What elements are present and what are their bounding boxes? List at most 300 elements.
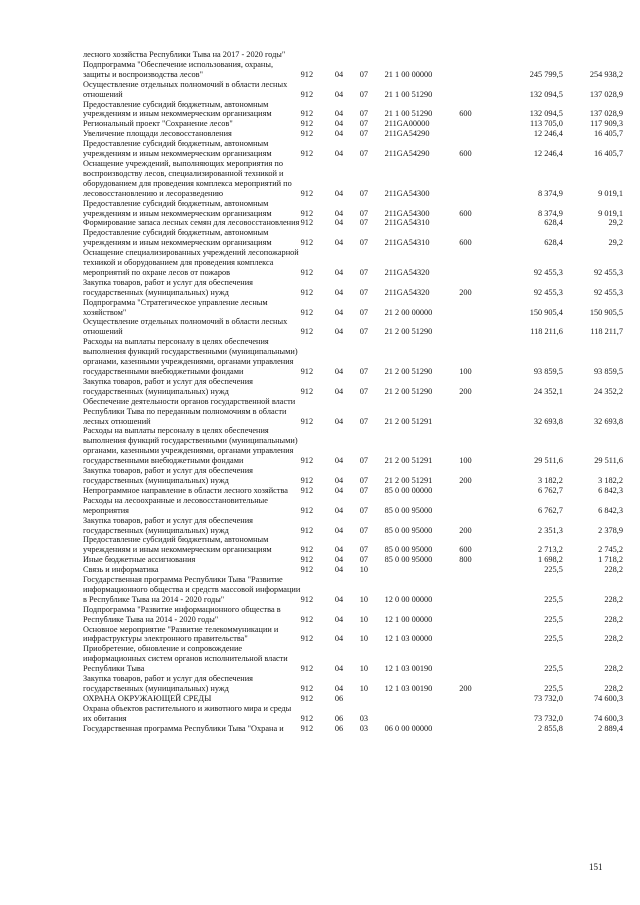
ministry-code: 912	[300, 307, 314, 317]
subsection-code: 07	[359, 129, 369, 139]
amount-year-2: 16 405,7	[593, 149, 623, 159]
amount-year-1: 73 732,0	[533, 693, 563, 703]
target-article-code: 211GA54320	[384, 267, 430, 277]
budget-item-name: Осуществление отдельных полномочий в области лесных отношений	[83, 317, 288, 337]
subsection-code: 03	[359, 723, 369, 733]
target-article-code: 12 1 03 00190	[384, 664, 433, 674]
subsection-code	[360, 694, 385, 704]
budget-item-name: Расходы на лесоохранные и лесовосстановительные мероприятия	[83, 495, 268, 515]
section-code: 04	[334, 307, 344, 317]
target-article-code: 211GA54310	[384, 218, 430, 228]
budget-item-name: Расходы на выплаты персоналу в целях обеспечения выполнения функций государственными (муниципальными) органами, казенными учреждениями, органами управления государственными внебюджетными фондами	[83, 337, 298, 376]
ministry-code: 912	[300, 614, 314, 624]
table-row	[83, 426, 623, 466]
table-row	[83, 535, 623, 555]
ministry-code: 912	[300, 485, 314, 495]
amount-year-1: 132 094,5	[529, 89, 563, 99]
expense-type-code	[459, 496, 490, 516]
subsection-code: 07	[359, 416, 369, 426]
subsection-code: 07	[359, 69, 369, 79]
subsection-code: 07	[359, 555, 369, 565]
subsection-code: 07	[359, 367, 369, 376]
amount-year-1: 6 762,7	[537, 485, 563, 495]
budget-item-name: Закупка товаров, работ и услуг для обеспечения государственных (муниципальных) нужд	[83, 376, 253, 396]
amount-year-1: 8 374,9	[537, 188, 563, 198]
subsection-code	[360, 50, 385, 60]
budget-item-name: Приобретение, обновление и сопровождение информационных систем органов исполнительной власти Республики Тыва	[83, 644, 288, 674]
ministry-code: 912	[300, 693, 314, 703]
budget-item-name: Обеспечение деятельности органов государственной власти Республики Тыва по переданным полномочиям в области лесных отношений	[83, 396, 296, 426]
section-code: 04	[334, 327, 344, 337]
target-article-code: 21 2 00 51291	[384, 456, 433, 466]
expense-type-code	[459, 625, 490, 645]
subsection-code: 07	[359, 238, 369, 248]
target-article-code: 12 0 00 00000	[384, 594, 433, 604]
amount-year-1: 24 352,1	[533, 386, 563, 396]
amount-year-1: 225,5	[544, 664, 563, 674]
expense-type-code: 100	[459, 456, 472, 466]
expense-type-code	[459, 60, 490, 80]
section-code: 04	[334, 485, 344, 495]
expense-type-code	[459, 565, 490, 575]
amount-year-1: 150 905,4	[529, 307, 563, 317]
target-article-code: 211GA00000	[384, 119, 430, 129]
expense-type-code: 600	[459, 238, 472, 248]
amount-year-2: 9 019,1	[598, 208, 623, 218]
table-row	[83, 218, 623, 228]
amount-year-1: 132 094,5	[529, 109, 563, 119]
amount-year-1: 225,5	[544, 565, 563, 575]
ministry-code: 912	[300, 327, 314, 337]
table-row	[83, 555, 623, 565]
target-article-code: 21 2 00 51290	[384, 386, 433, 396]
target-article-code: 21 2 00 00000	[384, 307, 433, 317]
target-article-code: 21 2 00 51291	[384, 475, 433, 485]
amount-year-2: 150 905,5	[589, 307, 623, 317]
target-article-code: 211GA54300	[384, 188, 430, 198]
table-row	[83, 139, 623, 159]
budget-item-name: Государственная программа Республики Тыва "Развитие информационного общества и средств массовой информации в Республике Тыва на 2014 - 2020 годы"	[83, 575, 301, 604]
subsection-code: 10	[359, 594, 369, 604]
subsection-code: 07	[359, 525, 369, 535]
amount-year-1: 93 859,5	[533, 367, 563, 376]
subsection-code: 10	[359, 614, 369, 624]
amount-year-2: 6 842,3	[598, 505, 623, 515]
target-article-code: 21 1 00 51290	[384, 109, 433, 119]
table-row	[83, 644, 623, 674]
section-code: 04	[334, 684, 344, 693]
amount-year-2: 228,2	[604, 594, 623, 604]
amount-year-1: 32 693,8	[533, 416, 563, 426]
table-row	[83, 228, 623, 248]
budget-item-name: Предоставление субсидий бюджетным, автономным учреждениям и иным некоммерческим организациям	[83, 139, 272, 159]
section-code: 04	[334, 565, 344, 575]
target-article-code	[385, 704, 460, 724]
expense-type-code: 100	[459, 367, 472, 376]
amount-year-1: 245 799,5	[529, 69, 563, 79]
section-code: 04	[334, 505, 344, 515]
target-article-code: 85 0 00 95000	[384, 525, 433, 535]
subsection-code: 07	[359, 505, 369, 515]
expense-type-code	[459, 119, 490, 129]
ministry-code: 912	[300, 238, 314, 248]
target-article-code: 85 0 00 95000	[384, 545, 433, 555]
expense-type-code	[459, 397, 490, 427]
amount-year-1: 73 732,0	[533, 713, 563, 723]
table-row	[83, 278, 623, 298]
budget-item-name: Связь и информатика	[83, 565, 159, 575]
section-code: 04	[334, 287, 344, 297]
amount-year-2: 2 378,9	[598, 525, 623, 535]
ministry-code: 912	[300, 69, 314, 79]
subsection-code: 07	[359, 327, 369, 337]
ministry-code: 912	[300, 723, 314, 733]
amount-year-1: 2 713,2	[537, 545, 563, 555]
amount-year-2: 93 859,5	[593, 367, 623, 376]
budget-item-name: Предоставление субсидий бюджетным, автономным учреждениям и иным некоммерческим организациям	[83, 535, 272, 555]
expense-type-code: 200	[459, 287, 472, 297]
subsection-code: 10	[359, 565, 369, 575]
expense-type-code: 200	[459, 475, 472, 485]
budget-item-name: Закупка товаров, работ и услуг для обеспечения государственных (муниципальных) нужд	[83, 277, 253, 297]
amount-year-2: 9 019,1	[598, 188, 623, 198]
table-row	[83, 397, 623, 427]
budget-item-name: Иные бюджетные ассигнования	[83, 555, 196, 565]
amount-year-2: 228,2	[604, 565, 623, 575]
expense-type-code	[459, 486, 490, 496]
amount-year-1: 2 351,3	[537, 525, 563, 535]
expense-type-code	[459, 159, 490, 199]
ministry-code: 912	[300, 386, 314, 396]
table-row	[83, 337, 623, 377]
expense-type-code	[459, 317, 490, 337]
ministry-code: 912	[300, 684, 314, 693]
amount-year-1: 92 455,3	[533, 267, 563, 277]
table-row	[83, 496, 623, 516]
ministry-code: 912	[300, 218, 314, 228]
subsection-code: 07	[359, 109, 369, 119]
subsection-code: 03	[359, 713, 369, 723]
target-article-code: 21 1 00 51290	[384, 89, 433, 99]
budget-item-name: Оснащение специализированных учреждений лесопожарной техникой и оборудованием для проведения комплекса мероприятий по охране лесов от пожаров	[83, 248, 299, 277]
budget-item-name: Закупка товаров, работ и услуг для обеспечения государственных (муниципальных) нужд	[83, 515, 253, 535]
amount-year-2: 117 909,3	[590, 119, 623, 129]
amount-year-2: 2 745,2	[598, 545, 623, 555]
amount-year-2: 24 352,2	[593, 386, 623, 396]
ministry-code: 912	[300, 287, 314, 297]
subsection-code: 07	[359, 218, 369, 228]
target-article-code: 06 0 00 00000	[384, 723, 433, 733]
ministry-code: 912	[300, 119, 314, 129]
expense-type-code	[459, 575, 490, 605]
section-code: 04	[334, 149, 344, 159]
amount-year-2: 118 211,7	[590, 327, 623, 337]
amount-year-2: 228,2	[604, 634, 623, 644]
section-code	[335, 50, 360, 60]
budget-item-name: Оснащение учреждений, выполняющих мероприятия по воспроизводству лесов, специализированной техникой и оборудованием для проведения комплекса мероприятий по лесовосстановлению и лесоразведению	[83, 158, 292, 198]
ministry-code: 912	[300, 555, 314, 565]
budget-item-name: Подпрограмма "Стратегическое управление лесным хозяйством"	[83, 297, 268, 317]
budget-item-name: Основное мероприятие "Развитие телекоммуникации и инфраструктуры электронного правительства"	[83, 624, 279, 644]
expense-type-code	[459, 80, 490, 100]
table-row	[83, 466, 623, 486]
target-article-code: 12 1 03 00190	[384, 684, 433, 693]
ministry-code: 912	[300, 188, 314, 198]
ministry-code: 912	[300, 505, 314, 515]
subsection-code: 07	[359, 307, 369, 317]
section-code: 06	[334, 723, 344, 733]
amount-year-2: 74 600,3	[593, 693, 623, 703]
amount-year-1: 225,5	[544, 594, 563, 604]
target-article-code	[385, 565, 460, 575]
expense-type-code: 600	[459, 208, 472, 218]
subsection-code: 07	[359, 287, 369, 297]
section-code: 06	[334, 693, 344, 703]
amount-year-2: 29,2	[608, 218, 623, 228]
table-row	[83, 704, 623, 724]
subsection-code: 07	[359, 456, 369, 466]
expense-type-code: 600	[459, 109, 472, 119]
table-row	[83, 100, 623, 120]
ministry-code: 912	[300, 208, 314, 218]
budget-item-name: лесного хозяйства Республики Тыва на 2017 - 2020 годы"	[83, 50, 286, 59]
target-article-code: 21 2 00 51290	[384, 327, 433, 337]
amount-year-2: 2 889,4	[598, 723, 623, 733]
ministry-code: 912	[300, 367, 314, 376]
amount-year-2: 254 938,2	[589, 69, 623, 79]
amount-year-1: 3 182,2	[537, 475, 563, 485]
ministry-code	[301, 50, 335, 60]
ministry-code: 912	[300, 475, 314, 485]
amount-year-2: 92 455,3	[593, 287, 623, 297]
amount-year-2: 29 511,6	[594, 456, 623, 466]
amount-year-2: 137 028,9	[589, 109, 623, 119]
ministry-code: 912	[300, 267, 314, 277]
budget-table	[83, 50, 623, 734]
amount-year-1: 628,4	[544, 218, 563, 228]
budget-table-body	[83, 50, 623, 734]
table-row	[83, 129, 623, 139]
amount-year-1: 628,4	[544, 238, 563, 248]
budget-item-name: Увеличение площади лесовосстановления	[83, 129, 232, 139]
expense-type-code	[459, 298, 490, 318]
amount-year-2: 92 455,3	[593, 267, 623, 277]
table-row	[83, 317, 623, 337]
target-article-code	[385, 694, 460, 704]
ministry-code: 912	[300, 713, 314, 723]
target-article-code: 211GA54300	[384, 208, 430, 218]
target-article-code: 211GA54290	[384, 149, 430, 159]
section-code: 04	[334, 69, 344, 79]
amount-year-1: 225,5	[544, 634, 563, 644]
section-code: 04	[334, 634, 344, 644]
section-code: 04	[334, 267, 344, 277]
budget-item-name: Региональный проект "Сохранение лесов"	[83, 119, 233, 129]
ministry-code: 912	[300, 545, 314, 555]
amount-year-1: 225,5	[544, 684, 563, 693]
subsection-code: 07	[359, 188, 369, 198]
table-row	[83, 565, 623, 575]
target-article-code: 211GA54310	[384, 238, 430, 248]
table-row	[83, 248, 623, 278]
subsection-code: 07	[359, 208, 369, 218]
section-code: 04	[334, 386, 344, 396]
target-article-code: 21 1 00 00000	[384, 69, 433, 79]
subsection-code: 10	[359, 634, 369, 644]
amount-year-2: 3 182,2	[598, 475, 623, 485]
budget-item-name: Подпрограмма "Развитие информационного общества в Республике Тыва на 2014 - 2020 годы"	[83, 604, 281, 624]
ministry-code: 912	[300, 664, 314, 674]
amount-year-2: 228,2	[604, 614, 623, 624]
subsection-code: 07	[359, 475, 369, 485]
target-article-code: 21 2 00 51290	[384, 367, 433, 376]
amount-year-2: 137 028,9	[589, 89, 623, 99]
expense-type-code: 800	[459, 555, 472, 565]
target-article-code: 85 0 00 95000	[384, 555, 433, 565]
target-article-code: 21 2 00 51291	[384, 416, 433, 426]
table-row	[83, 199, 623, 219]
expense-type-code: 200	[459, 525, 472, 535]
budget-item-name: Предоставление субсидий бюджетным, автономным учреждениям и иным некоммерческим организациям	[83, 228, 272, 248]
page-number: 151	[589, 862, 603, 872]
amount-year-2: 32 693,8	[593, 416, 623, 426]
expense-type-code: 200	[459, 684, 472, 693]
budget-item-name: Закупка товаров, работ и услуг для обеспечения государственных (муниципальных) нужд	[83, 674, 253, 693]
expense-type-code	[459, 694, 490, 704]
section-code: 04	[334, 416, 344, 426]
section-code: 04	[334, 238, 344, 248]
section-code: 04	[334, 109, 344, 119]
budget-item-name: Закупка товаров, работ и услуг для обеспечения государственных (муниципальных) нужд	[83, 466, 253, 485]
expense-type-code: 600	[459, 149, 472, 159]
section-code: 04	[334, 545, 344, 555]
section-code: 04	[334, 89, 344, 99]
amount-year-1	[490, 50, 563, 60]
amount-year-1: 118 211,6	[530, 327, 563, 337]
amount-year-1: 113 705,0	[529, 119, 563, 129]
section-code: 04	[334, 475, 344, 485]
table-row	[83, 605, 623, 625]
table-row	[83, 377, 623, 397]
amount-year-1: 12 246,4	[533, 149, 563, 159]
amount-year-2: 74 600,3	[593, 713, 623, 723]
amount-year-1: 6 762,7	[537, 505, 563, 515]
budget-item-name: Расходы на выплаты персоналу в целях обеспечения выполнения функций государственными (муниципальными) органами, казенными учреждениями, органами управления государственными внебюджетными фондами	[83, 426, 298, 466]
table-row	[83, 159, 623, 199]
subsection-code: 07	[359, 89, 369, 99]
table-row	[83, 674, 623, 694]
target-article-code	[385, 50, 460, 60]
section-code: 04	[334, 525, 344, 535]
table-row	[83, 486, 623, 496]
amount-year-2: 1 718,2	[598, 555, 623, 565]
subsection-code: 07	[359, 386, 369, 396]
budget-item-name: Предоставление субсидий бюджетным, автономным учреждениям и иным некоммерческим организациям	[83, 198, 272, 218]
ministry-code: 912	[300, 89, 314, 99]
section-code: 04	[334, 594, 344, 604]
section-code: 04	[334, 119, 344, 129]
subsection-code: 07	[359, 545, 369, 555]
budget-item-name: Формирование запаса лесных семян для лесовосстановления	[83, 218, 300, 228]
expense-type-code	[459, 644, 490, 674]
section-code: 04	[334, 367, 344, 376]
section-code: 04	[334, 218, 344, 228]
budget-item-name: Подпрограмма "Обеспечение использования, охраны, защиты и воспроизводства лесов"	[83, 59, 274, 79]
amount-year-2	[563, 50, 623, 60]
target-article-code: 211GA54320	[384, 287, 430, 297]
budget-item-name: Охрана объектов растительного и животного мира и среды их обитания	[83, 703, 292, 723]
ministry-code: 912	[300, 594, 314, 604]
amount-year-2: 16 405,7	[593, 129, 623, 139]
amount-year-2: 29,2	[608, 238, 623, 248]
budget-item-name: Государственная программа Республики Тыва "Охрана и	[83, 723, 284, 733]
ministry-code: 912	[300, 456, 314, 466]
expense-type-code	[459, 129, 490, 139]
ministry-code: 912	[300, 149, 314, 159]
subsection-code: 10	[359, 664, 369, 674]
ministry-code: 912	[300, 525, 314, 535]
amount-year-2: 228,2	[604, 684, 623, 693]
subsection-code: 07	[359, 485, 369, 495]
expense-type-code	[459, 50, 490, 60]
target-article-code: 85 0 00 00000	[384, 485, 433, 495]
table-row	[83, 625, 623, 645]
target-article-code: 12 1 03 00000	[384, 634, 433, 644]
table-row	[83, 694, 623, 704]
ministry-code: 912	[300, 129, 314, 139]
table-row	[83, 575, 623, 605]
subsection-code: 10	[359, 684, 369, 693]
section-code: 04	[334, 614, 344, 624]
budget-item-name: ОХРАНА ОКРУЖАЮЩЕЙ СРЕДЫ	[83, 693, 212, 703]
amount-year-1: 2 855,8	[537, 723, 563, 733]
budget-item-name: Осуществление отдельных полномочий в области лесных отношений	[83, 79, 288, 99]
amount-year-1: 225,5	[544, 614, 563, 624]
subsection-code: 07	[359, 149, 369, 159]
amount-year-1: 1 698,2	[537, 555, 563, 565]
table-row	[83, 119, 623, 129]
ministry-code: 912	[300, 416, 314, 426]
amount-year-1: 29 511,6	[534, 456, 563, 466]
budget-item-name: Предоставление субсидий бюджетным, автономным учреждениям и иным некоммерческим организациям	[83, 99, 272, 119]
ministry-code: 912	[300, 109, 314, 119]
amount-year-1: 92 455,3	[533, 287, 563, 297]
expense-type-code: 600	[459, 545, 472, 555]
section-code: 04	[334, 664, 344, 674]
section-code: 04	[334, 456, 344, 466]
target-article-code: 211GA54290	[384, 129, 430, 139]
section-code: 04	[334, 129, 344, 139]
table-row	[83, 724, 623, 734]
expense-type-code	[459, 248, 490, 278]
expense-type-code	[459, 704, 490, 724]
subsection-code: 07	[359, 267, 369, 277]
budget-item-name: Непрограммное направление в области лесного хозяйства	[83, 485, 288, 495]
table-row	[83, 80, 623, 100]
amount-year-1: 12 246,4	[533, 129, 563, 139]
table-row	[83, 298, 623, 318]
target-article-code: 12 1 00 00000	[384, 614, 433, 624]
amount-year-2: 228,2	[604, 664, 623, 674]
expense-type-code	[459, 724, 490, 734]
amount-year-1: 8 374,9	[537, 208, 563, 218]
ministry-code: 912	[300, 565, 314, 575]
subsection-code: 07	[359, 119, 369, 129]
table-row	[83, 50, 623, 60]
section-code: 04	[334, 208, 344, 218]
section-code: 06	[334, 713, 344, 723]
section-code: 04	[334, 555, 344, 565]
